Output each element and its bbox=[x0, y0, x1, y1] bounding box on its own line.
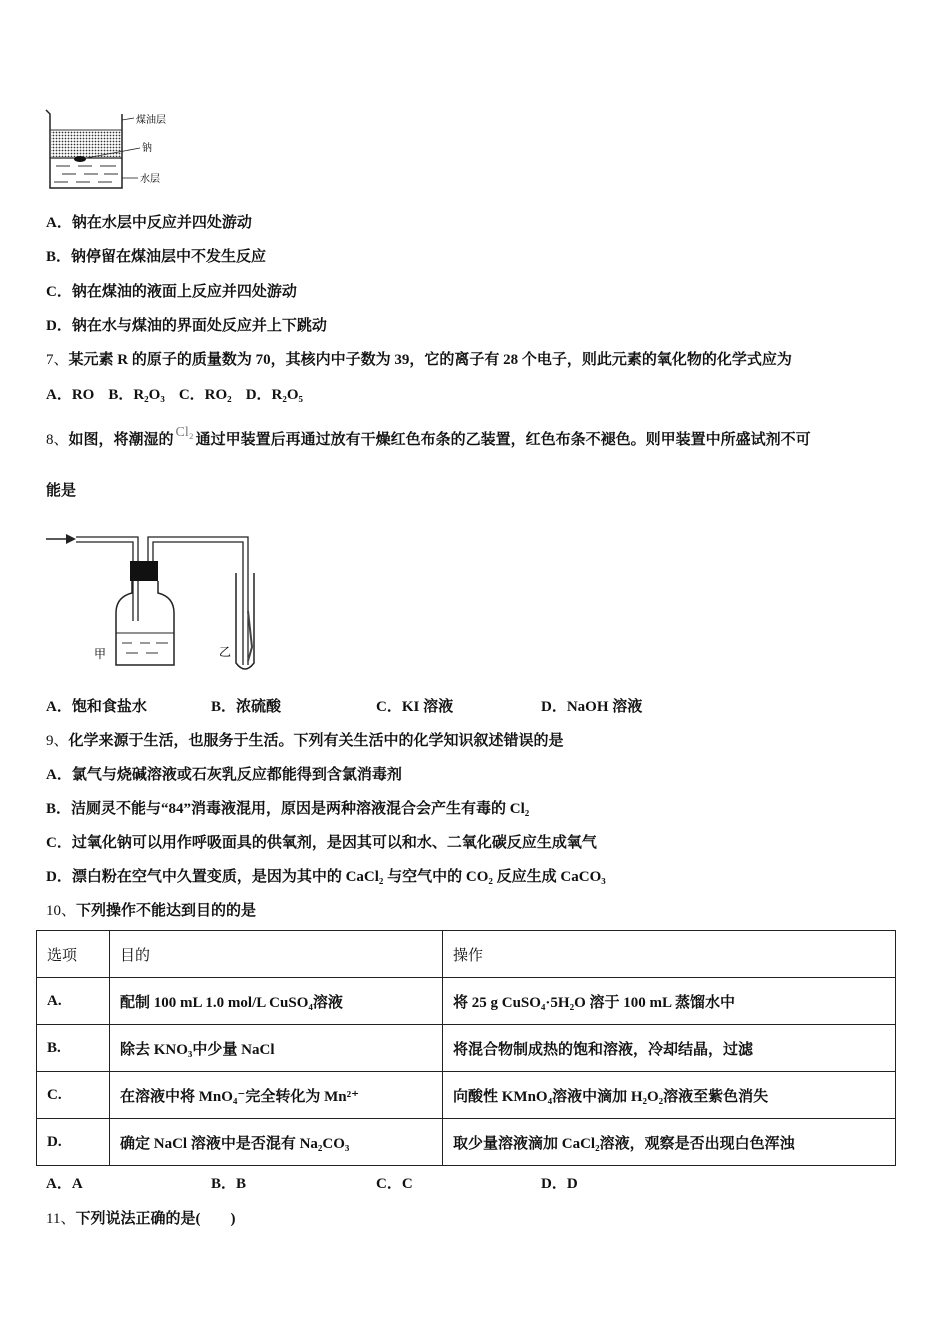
q6-option-c: C．钠在煤油的液面上反应并四处游动 bbox=[46, 284, 297, 300]
q6-option-d: D．钠在水与煤油的界面处反应并上下跳动 bbox=[46, 318, 327, 334]
q9-option-c: C．过氧化钠可以用作呼吸面具的供氧剂，是因其可以和水、二氧化碳反应生成氧气 bbox=[46, 835, 597, 851]
row-d-operation: 取少量溶液滴加 CaCl₂溶液，观察是否出现白色浑浊 bbox=[443, 1119, 896, 1166]
apparatus-figure bbox=[44, 515, 294, 675]
row-c-purpose: 在溶液中将 MnO₄⁻完全转化为 Mn²⁺ bbox=[110, 1072, 443, 1119]
q8-stem bbox=[46, 425, 811, 449]
q7-text: 某元素 R 的原子的质量数为 70，其核内中子数为 39，它的离子有 28 个电子，则此元素的氧化物的化学式应为 bbox=[68, 352, 792, 368]
q9-option-d: D．漂白粉在空气中久置变质，是因为其中的 CaCl₂ 与空气中的 CO₂ 反应生成 CaCO₃ bbox=[46, 869, 606, 885]
row-b-purpose: 除去 KNO₃中少量 NaCl bbox=[110, 1025, 443, 1072]
q9-number: 9、 bbox=[46, 733, 69, 749]
label-kerosene: 煤油层 bbox=[136, 115, 166, 126]
q7-options bbox=[46, 383, 303, 404]
q10-options bbox=[46, 1172, 578, 1193]
header-purpose: 目的 bbox=[110, 931, 443, 978]
q9-option-b: B．洁厕灵不能与“84”消毒液混用，原因是两种溶液混合会产生有毒的 Cl₂ bbox=[46, 801, 530, 817]
beaker-figure bbox=[40, 104, 190, 196]
table-row bbox=[37, 1119, 896, 1166]
q7-stem bbox=[46, 348, 792, 369]
row-c-operation: 向酸性 KMnO₄溶液中滴加 H₂O₂溶液至紫色消失 bbox=[443, 1072, 896, 1119]
row-d-purpose: 确定 NaCl 溶液中是否混有 Na₂CO₃ bbox=[110, 1119, 443, 1166]
gas-washing-bottle bbox=[116, 581, 174, 665]
q10-option-c: C．C bbox=[376, 1176, 413, 1192]
label-sodium: 钠 bbox=[142, 143, 152, 154]
q8-option-b: B．浓硫酸 bbox=[211, 699, 282, 715]
label-yi: 乙 bbox=[219, 645, 232, 659]
table-row bbox=[37, 978, 896, 1025]
arrow-icon bbox=[66, 534, 76, 544]
label-jia: 甲 bbox=[94, 647, 107, 661]
water-layer bbox=[54, 166, 118, 182]
q7-number: 7、 bbox=[46, 352, 69, 368]
stopper bbox=[130, 561, 158, 581]
table-row bbox=[37, 1025, 896, 1072]
q9-stem bbox=[46, 729, 564, 750]
q10-text: 下列操作不能达到目的的是 bbox=[76, 903, 257, 919]
row-b-option: B. bbox=[37, 1025, 110, 1072]
q7-option-d: D．R₂O₅ bbox=[245, 387, 304, 403]
q8-option-d: D．NaOH 溶液 bbox=[541, 699, 643, 715]
row-a-purpose: 配制 100 mL 1.0 mol/L CuSO₄溶液 bbox=[110, 978, 443, 1025]
q10-option-a: A．A bbox=[46, 1176, 83, 1192]
q8-option-a: A．饱和食盐水 bbox=[46, 699, 147, 715]
q8-option-c: C．KI 溶液 bbox=[376, 699, 454, 715]
row-a-option: A. bbox=[37, 978, 110, 1025]
q7-option-a: A．RO bbox=[46, 387, 95, 403]
header-operation: 操作 bbox=[443, 931, 896, 978]
row-b-operation: 将混合物制成热的饱和溶液，冷却结晶，过滤 bbox=[443, 1025, 896, 1072]
q10-stem bbox=[46, 899, 256, 920]
q9-text: 化学来源于生活，也服务于生活。下列有关生活中的化学知识叙述错误的是 bbox=[68, 733, 564, 749]
sodium-piece bbox=[74, 156, 86, 162]
q10-option-b: B．B bbox=[211, 1176, 247, 1192]
row-d-option: D. bbox=[37, 1119, 110, 1166]
table-row bbox=[37, 1072, 896, 1119]
q8-formula: Cl₂ bbox=[175, 425, 194, 440]
label-water: 水层 bbox=[140, 174, 160, 185]
q8-number: 8、 bbox=[46, 432, 69, 448]
q10-number: 10、 bbox=[46, 903, 77, 919]
table-header-row bbox=[37, 931, 896, 978]
test-tube bbox=[236, 573, 254, 669]
q11-text: 下列说法正确的是( ) bbox=[75, 1211, 236, 1227]
row-c-option: C. bbox=[37, 1072, 110, 1119]
q8-options bbox=[46, 695, 642, 716]
q6-option-a: A．钠在水层中反应并四处游动 bbox=[46, 215, 252, 231]
q8-text-after: 通过甲装置后再通过放有干燥红色布条的乙装置，红色布条不褪色。则甲装置中所盛试剂不可 bbox=[195, 432, 811, 448]
q10-table bbox=[36, 930, 896, 1166]
q6-option-b: B．钠停留在煤油层中不发生反应 bbox=[46, 249, 267, 265]
row-a-operation: 将 25 g CuSO₄·5H₂O 溶于 100 mL 蒸馏水中 bbox=[443, 978, 896, 1025]
q10-option-d: D．D bbox=[541, 1176, 578, 1192]
q7-option-c: C．RO₂ bbox=[178, 387, 232, 403]
q7-option-b: B．R₂O₃ bbox=[108, 387, 165, 403]
q9-option-a: A．氯气与烧碱溶液或石灰乳反应都能得到含氯消毒剂 bbox=[46, 767, 402, 783]
header-option: 选项 bbox=[37, 931, 110, 978]
q11-stem bbox=[46, 1207, 235, 1228]
q8-text-before: 如图，将潮湿的 bbox=[68, 432, 174, 448]
q8-stem-line2: 能是 bbox=[46, 483, 77, 499]
q11-number: 11、 bbox=[46, 1211, 76, 1227]
